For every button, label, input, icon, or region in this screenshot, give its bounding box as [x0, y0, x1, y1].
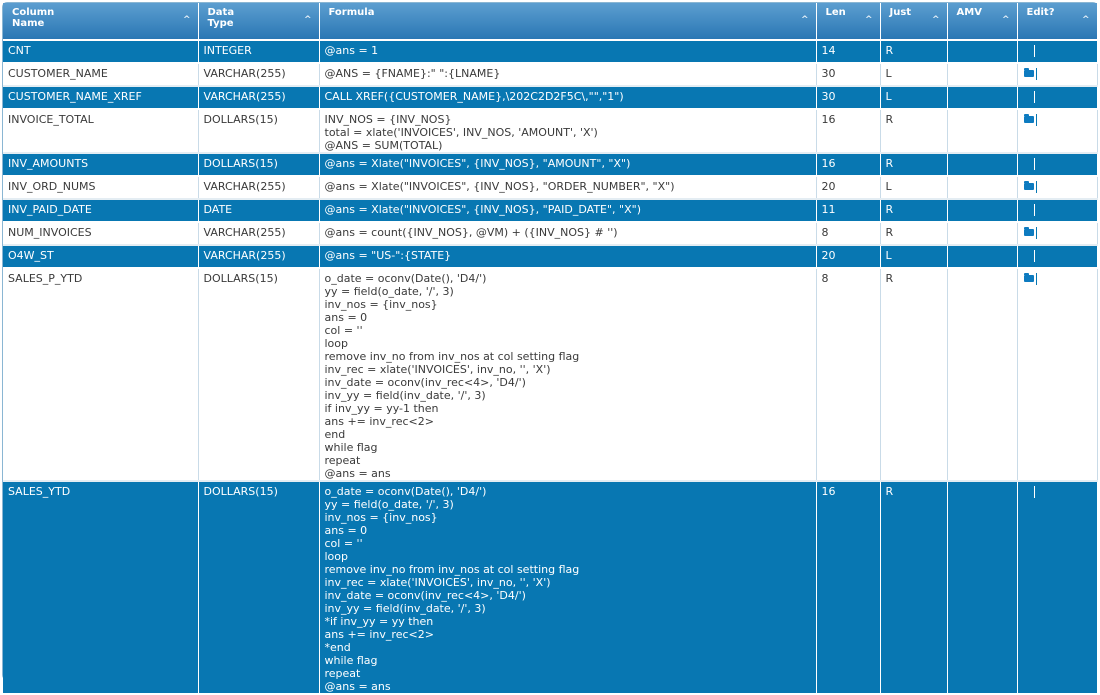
- amv-header[interactable]: [947, 3, 1017, 40]
- edit-marker-icon: [1034, 158, 1035, 170]
- data-type-cell: [198, 222, 319, 245]
- formula-cell: [319, 86, 816, 109]
- formula-line: @ans = Xlate("INVOICES", {INV_NOS}, "ORDER_NUMBER", "X"): [324, 180, 675, 193]
- amv-cell-text: [953, 177, 1017, 180]
- len-cell: [816, 40, 880, 63]
- edit-marker-icon: [1034, 45, 1035, 57]
- column-name-cell: [3, 109, 198, 153]
- formula-line: @ans = 1: [324, 44, 379, 57]
- len-cell: [816, 245, 880, 268]
- column-name-cell: [3, 268, 198, 481]
- formula-line: @ANS = {FNAME}:" ":{LNAME}: [324, 67, 501, 80]
- formula-line: ans += inv_rec<2>: [324, 415, 434, 428]
- len-cell: [816, 109, 880, 153]
- formula-line: @ans = ans: [324, 680, 391, 693]
- column-name-cell-text: INVOICE_TOTAL: [8, 113, 94, 126]
- amv-cell: [947, 222, 1017, 245]
- formula-line: col = '': [324, 537, 363, 550]
- just-cell-text: R: [885, 485, 894, 498]
- just-cell: [880, 199, 947, 222]
- just-cell: [880, 109, 947, 153]
- column-name-cell-text: INV_PAID_DATE: [8, 203, 92, 216]
- sort-caret-icon[interactable]: ^: [800, 15, 809, 25]
- len-header[interactable]: [816, 3, 880, 40]
- len-cell: [816, 481, 880, 694]
- table-row[interactable]: [3, 40, 1097, 63]
- data-type-cell: [198, 199, 319, 222]
- formula-cell: [319, 481, 816, 694]
- len-cell: [816, 199, 880, 222]
- edit-cell[interactable]: [1017, 40, 1097, 63]
- header-label: Data: [207, 7, 235, 18]
- len-cell-text: 16: [821, 485, 836, 498]
- formula-line: inv_rec = xlate('INVOICES', inv_no, '', 'X'): [324, 363, 551, 376]
- formula-header[interactable]: [319, 3, 816, 40]
- amv-cell: [947, 63, 1017, 86]
- edit-marker-icon: [1034, 91, 1035, 103]
- just-cell: [880, 63, 947, 86]
- header-label: Column: [12, 7, 55, 18]
- data-type-cell: [198, 86, 319, 109]
- data-type-cell: [198, 245, 319, 268]
- column-name-cell-text: SALES_YTD: [8, 485, 71, 498]
- edit-cell[interactable]: [1017, 63, 1097, 86]
- folder-open-icon[interactable]: [1024, 183, 1034, 190]
- data-type-cell: [198, 481, 319, 694]
- table-row[interactable]: [3, 153, 1097, 176]
- just-cell-text: L: [885, 90, 892, 103]
- dictionary-grid: [2, 2, 1098, 693]
- formula-line: inv_date = oconv(inv_rec<4>, 'D4/'): [324, 589, 526, 602]
- formula-line: *end: [324, 641, 351, 654]
- formula-line: CALL XREF({CUSTOMER_NAME},\202C2D2F5C\,"","1"): [324, 90, 624, 103]
- just-cell-text: L: [885, 180, 892, 193]
- sort-caret-icon[interactable]: ^: [182, 15, 191, 25]
- amv-cell: [947, 176, 1017, 199]
- header-label: Edit?: [1026, 7, 1055, 18]
- formula-line: repeat: [324, 667, 361, 680]
- data-type-cell: [198, 176, 319, 199]
- amv-cell-text: [953, 223, 1017, 226]
- amv-cell: [947, 40, 1017, 63]
- data-type-header[interactable]: [198, 3, 319, 40]
- formula-cell: [319, 40, 816, 63]
- column-name-cell-text: SALES_P_YTD: [8, 272, 83, 285]
- formula-line: inv_nos = {inv_nos}: [324, 298, 438, 311]
- formula-cell: [319, 63, 816, 86]
- column-name-cell: [3, 199, 198, 222]
- edit-cell[interactable]: [1017, 199, 1097, 222]
- formula-line: INV_NOS = {INV_NOS}: [324, 113, 452, 126]
- header-row: [3, 3, 1097, 40]
- amv-cell: [947, 481, 1017, 694]
- len-cell-text: 30: [821, 67, 836, 80]
- header-label: Len: [825, 7, 846, 18]
- amv-cell-text: [953, 41, 1017, 44]
- amv-cell: [947, 153, 1017, 176]
- formula-line: while flag: [324, 441, 378, 454]
- formula-line: end: [324, 428, 346, 441]
- just-cell: [880, 268, 947, 481]
- table-row[interactable]: [3, 86, 1097, 109]
- len-cell-text: 8: [821, 272, 829, 285]
- edit-marker-icon: [1036, 114, 1037, 126]
- column-name-cell-text: INV_ORD_NUMS: [8, 180, 96, 193]
- edit-cell[interactable]: [1017, 86, 1097, 109]
- formula-line: @ans = count({INV_NOS}, @VM) + ({INV_NOS} # ''): [324, 226, 618, 239]
- formula-line: inv_rec = xlate('INVOICES', inv_no, '', 'X'): [324, 576, 551, 589]
- edit-cell[interactable]: [1017, 268, 1097, 481]
- edit-marker-icon: [1034, 250, 1035, 262]
- data-type-cell-text: DOLLARS(15): [203, 272, 278, 285]
- table-row[interactable]: [3, 222, 1097, 245]
- formula-line: inv_nos = {inv_nos}: [324, 511, 438, 524]
- just-cell: [880, 40, 947, 63]
- edit-marker-icon: [1036, 273, 1037, 285]
- data-type-cell-text: DOLLARS(15): [203, 485, 278, 498]
- column-name-cell-text: CUSTOMER_NAME: [8, 67, 108, 80]
- header-label: Just: [889, 7, 912, 18]
- edit-cell[interactable]: [1017, 222, 1097, 245]
- folder-open-icon[interactable]: [1024, 229, 1034, 236]
- formula-line: yy = field(o_date, '/', 3): [324, 498, 454, 511]
- formula-line: inv_date = oconv(inv_rec<4>, 'D4/'): [324, 376, 526, 389]
- formula-line: remove inv_no from inv_nos at col setting flag: [324, 563, 580, 576]
- column-name-cell-text: INV_AMOUNTS: [8, 157, 89, 170]
- data-type-cell: [198, 63, 319, 86]
- formula-line: *if inv_yy = yy then: [324, 615, 434, 628]
- formula-line: ans += inv_rec<2>: [324, 628, 434, 641]
- len-cell-text: 16: [821, 157, 836, 170]
- amv-cell-text: [953, 246, 1017, 249]
- data-type-cell-text: VARCHAR(255): [203, 90, 286, 103]
- formula-line: if inv_yy = yy-1 then: [324, 402, 439, 415]
- just-cell: [880, 86, 947, 109]
- formula-line: col = '': [324, 324, 363, 337]
- formula-line: ans = 0: [324, 311, 368, 324]
- amv-cell: [947, 199, 1017, 222]
- sort-caret-icon[interactable]: ^: [1081, 15, 1090, 25]
- table-row[interactable]: [3, 63, 1097, 86]
- formula-line: o_date = oconv(Date(), 'D4/'): [324, 272, 487, 285]
- len-cell: [816, 176, 880, 199]
- column-name-cell: [3, 63, 198, 86]
- formula-line: @ans = "US-":{STATE}: [324, 249, 452, 262]
- formula-cell: [319, 109, 816, 153]
- formula-line: o_date = oconv(Date(), 'D4/'): [324, 485, 487, 498]
- dictionary-table: [3, 3, 1098, 695]
- header-label-line2: Type: [207, 18, 234, 29]
- table-row[interactable]: [3, 245, 1097, 268]
- edit-marker-icon: [1034, 486, 1035, 498]
- len-cell-text: 11: [821, 203, 836, 216]
- len-cell-text: 30: [821, 90, 836, 103]
- data-type-cell-text: DATE: [203, 203, 233, 216]
- amv-cell-text: [953, 87, 1017, 90]
- len-cell-text: 16: [821, 113, 836, 126]
- column-name-cell-text: NUM_INVOICES: [8, 226, 92, 239]
- formula-cell: [319, 222, 816, 245]
- edit-cell[interactable]: [1017, 245, 1097, 268]
- sort-caret-icon[interactable]: ^: [1001, 15, 1010, 25]
- folder-open-icon[interactable]: [1024, 116, 1034, 123]
- len-cell-text: 8: [821, 226, 829, 239]
- just-cell-text: L: [885, 249, 892, 262]
- just-header[interactable]: [880, 3, 947, 40]
- amv-cell: [947, 268, 1017, 481]
- formula-line: @ans = Xlate("INVOICES", {INV_NOS}, "PAID_DATE", "X"): [324, 203, 641, 216]
- table-row[interactable]: [3, 268, 1097, 481]
- data-type-cell-text: VARCHAR(255): [203, 249, 286, 262]
- data-type-cell: [198, 109, 319, 153]
- edit-marker-icon: [1036, 181, 1037, 193]
- formula-line: loop: [324, 337, 348, 350]
- len-cell: [816, 86, 880, 109]
- len-cell: [816, 153, 880, 176]
- amv-cell: [947, 245, 1017, 268]
- formula-line: yy = field(o_date, '/', 3): [324, 285, 454, 298]
- column-name-cell-text: CNT: [8, 44, 31, 57]
- amv-cell-text: [953, 200, 1017, 203]
- just-cell-text: R: [885, 113, 894, 126]
- column-name-cell: [3, 153, 198, 176]
- edit-cell[interactable]: [1017, 109, 1097, 153]
- column-name-cell: [3, 245, 198, 268]
- len-cell-text: 14: [821, 44, 836, 57]
- data-type-cell: [198, 40, 319, 63]
- data-type-cell-text: DOLLARS(15): [203, 113, 278, 126]
- formula-cell: [319, 245, 816, 268]
- formula-cell: [319, 268, 816, 481]
- header-label: Formula: [328, 7, 375, 18]
- formula-line: inv_yy = field(inv_date, '/', 3): [324, 602, 486, 615]
- column-name-cell: [3, 86, 198, 109]
- formula-line: @ans = Xlate("INVOICES", {INV_NOS}, "AMOUNT", "X"): [324, 157, 631, 170]
- formula-line: repeat: [324, 454, 361, 467]
- table-row[interactable]: [3, 176, 1097, 199]
- data-type-cell-text: VARCHAR(255): [203, 226, 286, 239]
- column-name-cell-text: CUSTOMER_NAME_XREF: [8, 90, 142, 103]
- just-cell: [880, 153, 947, 176]
- sort-caret-icon[interactable]: ^: [303, 15, 312, 25]
- len-cell: [816, 63, 880, 86]
- just-cell: [880, 176, 947, 199]
- just-cell: [880, 245, 947, 268]
- formula-line: @ans = ans: [324, 467, 391, 480]
- edit-cell[interactable]: [1017, 481, 1097, 694]
- data-type-cell-text: INTEGER: [203, 44, 252, 57]
- edit-marker-icon: [1036, 227, 1037, 239]
- just-cell-text: R: [885, 272, 894, 285]
- data-type-cell-text: VARCHAR(255): [203, 67, 286, 80]
- data-type-cell-text: DOLLARS(15): [203, 157, 278, 170]
- column-name-cell: [3, 40, 198, 63]
- formula-line: while flag: [324, 654, 378, 667]
- column-name-cell: [3, 481, 198, 694]
- amv-cell: [947, 86, 1017, 109]
- formula-cell: [319, 176, 816, 199]
- grid-body: [3, 40, 1097, 694]
- edit-cell[interactable]: [1017, 153, 1097, 176]
- folder-open-icon[interactable]: [1024, 275, 1034, 282]
- data-type-cell-text: VARCHAR(255): [203, 180, 286, 193]
- table-row[interactable]: [3, 109, 1097, 153]
- table-row[interactable]: [3, 481, 1097, 694]
- header-label-line2: Name: [12, 18, 45, 29]
- data-type-cell: [198, 268, 319, 481]
- just-cell-text: L: [885, 67, 892, 80]
- just-cell-text: R: [885, 157, 894, 170]
- formula-cell: [319, 153, 816, 176]
- just-cell-text: R: [885, 226, 894, 239]
- just-cell: [880, 481, 947, 694]
- len-cell-text: 20: [821, 180, 836, 193]
- formula-line: inv_yy = field(inv_date, '/', 3): [324, 389, 486, 402]
- just-cell-text: R: [885, 203, 894, 216]
- just-cell-text: R: [885, 44, 894, 57]
- edit-marker-icon: [1034, 204, 1035, 216]
- column-name-cell: [3, 222, 198, 245]
- sort-caret-icon[interactable]: ^: [931, 15, 940, 25]
- column-name-cell-text: O4W_ST: [8, 249, 54, 262]
- formula-line: total = xlate('INVOICES', INV_NOS, 'AMOUNT', 'X'): [324, 126, 598, 139]
- formula-line: ans = 0: [324, 524, 368, 537]
- len-cell: [816, 222, 880, 245]
- edit-cell[interactable]: [1017, 176, 1097, 199]
- amv-cell-text: [953, 269, 1017, 272]
- formula-cell: [319, 199, 816, 222]
- len-cell-text: 20: [821, 249, 836, 262]
- table-row[interactable]: [3, 199, 1097, 222]
- formula-line: loop: [324, 550, 348, 563]
- amv-cell-text: [953, 64, 1017, 67]
- folder-open-icon[interactable]: [1024, 70, 1034, 77]
- amv-cell-text: [953, 110, 1017, 113]
- formula-line: remove inv_no from inv_nos at col setting flag: [324, 350, 580, 363]
- sort-caret-icon[interactable]: ^: [864, 15, 873, 25]
- amv-cell-text: [953, 154, 1017, 157]
- column-name-cell: [3, 176, 198, 199]
- just-cell: [880, 222, 947, 245]
- formula-line: @ANS = SUM(TOTAL): [324, 139, 443, 152]
- amv-cell-text: [953, 482, 1017, 485]
- edit-header[interactable]: [1017, 3, 1097, 40]
- data-type-cell: [198, 153, 319, 176]
- amv-cell: [947, 109, 1017, 153]
- edit-marker-icon: [1036, 68, 1037, 80]
- column-name-header[interactable]: [3, 3, 198, 40]
- len-cell: [816, 268, 880, 481]
- header-label: AMV: [956, 7, 982, 18]
